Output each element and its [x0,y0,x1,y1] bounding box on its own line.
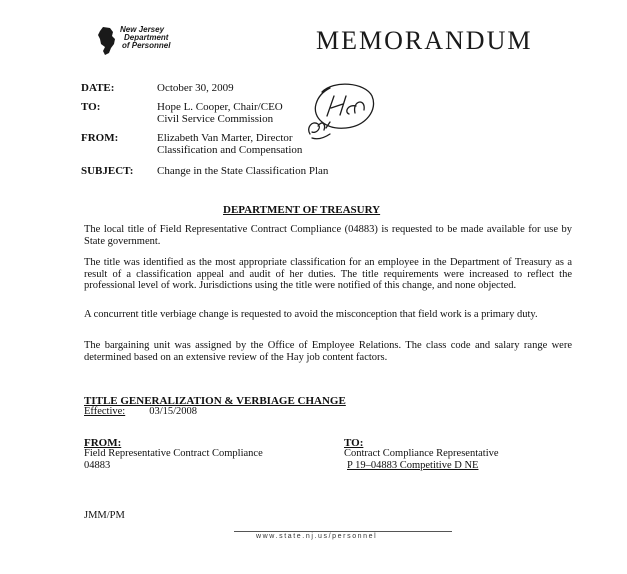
change-from-heading: FROM: [84,437,122,449]
effective-label: Effective: [84,406,126,417]
logo-line-3: of Personnel [122,41,171,50]
from-label: FROM: [81,132,119,144]
paragraph-3: A concurrent title verbiage change is requested to avoid the misconception that field work is a primary duty. [84,309,538,320]
subject-value: Change in the State Classification Plan [157,165,329,177]
from-line-2: Classification and Compensation [157,144,303,156]
footer-divider [234,531,452,532]
nj-department-of-personnel-logo [95,26,187,56]
change-from-line-1: Field Representative Contract Compliance [84,448,263,459]
memorandum-title: MEMORANDUM [316,26,533,55]
date-value: October 30, 2009 [157,82,234,94]
reference-initials: JMM/PM [84,510,125,521]
change-to-line-1: Contract Compliance Representative [344,448,499,459]
new-jersey-state-icon [95,26,121,56]
paragraph-2: The title was identified as the most appropriate classification for an employee in the Department of Treasury as a result of a classification appeal and audit of her duties. The title requirements were increased to reflect the professional level of work. Jurisdictions using the title were notified of this change, and none objected. [84,257,572,291]
date-label: DATE: [81,82,115,94]
logo-line-2: Department [124,33,169,42]
footer-url: www.state.nj.us/personnel [256,533,378,540]
logo-line-1: New Jersey [120,25,165,34]
department-heading: DEPARTMENT OF TREASURY [223,204,381,216]
effective-value: 03/15/2008 [149,406,198,417]
subject-label: SUBJECT: [81,165,134,177]
logo-text [120,26,170,50]
title-change-heading: TITLE GENERALIZATION & VERBIAGE CHANGE [84,395,346,407]
from-line-1: Elizabeth Van Marter, Director [157,132,293,144]
to-line-2: Civil Service Commission [157,113,274,125]
to-line-1: Hope L. Cooper, Chair/CEO [157,101,283,113]
paragraph-1: The local title of Field Representative Contract Compliance (04883) is requested to be made available for use by State government. [84,224,572,247]
change-to-heading: TO: [344,437,364,449]
effective-date [84,406,197,417]
change-to-line-2: P 19–04883 Competitive D NE [347,460,479,471]
paragraph-4: The bargaining unit was assigned by the Office of Employee Relations. The class code and salary range were determined based on an extensive review of the Hay job content factors. [84,340,572,363]
to-label: TO: [81,101,101,113]
change-from-line-2: 04883 [84,460,111,471]
